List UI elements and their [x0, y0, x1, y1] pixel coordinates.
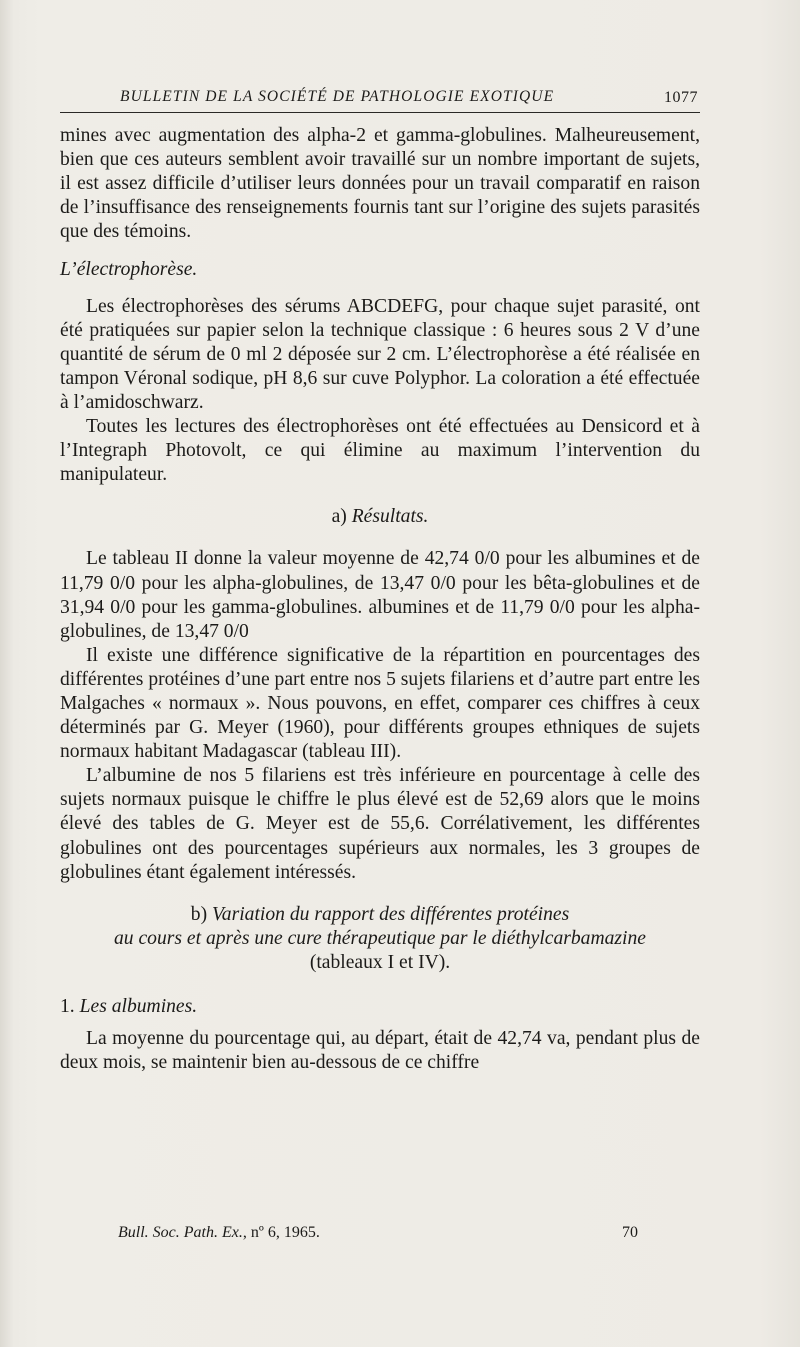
paragraph-7: La moyenne du pourcentage qui, au départ, était de 42,74 va, pendant plus de deux mois, se maintenir bien au-dessous de ce chiffre — [60, 1028, 700, 1074]
paragraph-3: Toutes les lectures des électrophorèses ont été effectuées au Densicord et à l’Integraph Photovolt, ce qui élimine au maximum l’intervention du manipulateur. — [60, 416, 700, 486]
subsection-a-prefix: a) — [331, 506, 352, 528]
numbered-heading-albumines — [60, 995, 700, 1019]
article-body — [60, 124, 700, 1075]
subsection-b-prefix: b) — [190, 903, 213, 925]
footer-folio: 70 — [622, 1224, 638, 1241]
page-number: 1077 — [664, 89, 698, 106]
running-header — [60, 86, 700, 113]
journal-title: BULLETIN DE LA SOCIÉTÉ DE PATHOLOGIE EXOTIQUE — [120, 88, 555, 105]
paragraph-4: Le tableau II donne la valeur moyenne de 42,74 0/0 pour les albumines et de 11,79 0/0 pour les alpha-globulines, de 13,47 0/0 pour les bêta-globulines et de 31,94 0/0 pour les gamma-globulines. albumines et de 11,79 0/0 pour les alpha-globulines, de 13,47 0/0 — [60, 548, 700, 642]
subsection-heading-a — [60, 505, 700, 529]
subsection-b-title-1: Variation du rapport des différentes protéines — [212, 903, 570, 925]
subsection-a-title: Résultats. — [351, 506, 429, 528]
section-heading-electrophorese: L’électrophorèse. — [60, 259, 198, 281]
paragraph-6: L’albumine de nos 5 filariens est très inférieure en pourcentage à celle des sujets normaux puisque le chiffre le plus élevé est de 52,69 alors que le moins élevé des tables de G. Meyer est de 55,6. Corrélativement, les différentes globulines ont des pourcentages supérieurs aux normales, les 3 groupes de globulines étant également intéressés. — [60, 765, 700, 883]
numbered-title: Les albumines. — [79, 996, 198, 1017]
subsection-b-line-3: (tableaux I et IV). — [309, 951, 451, 973]
paragraph-2: Les électrophorèses des sérums ABCDEFG, pour chaque sujet parasité, ont été pratiquées sur papier selon la technique classique : 6 heures sous 2 V d’une quantité de sérum de 0 ml 2 déposée sur 2 cm. L’électrophorèse a été réalisée en tampon Véronal sodique, pH 8,6 sur cuve Polyphor. La coloration a été effectuée à l’amidoschwarz. — [60, 295, 700, 413]
footer-issue: , nº 6, 1965. — [242, 1224, 320, 1241]
subsection-b-line-1 — [60, 903, 700, 927]
subsection-heading-b — [60, 903, 700, 975]
paragraph-5: Il existe une différence significative de la répartition en pourcentages des différentes protéines d’une part entre nos 5 sujets filariens et d’autre part entre les Malgaches « normaux ». Nous pouvons, en effet, comparer ces chiffres à ceux déterminés par G. Meyer (1960), pour différents groupes ethniques de sujets normaux habitant Madagascar (tableau III). — [60, 644, 701, 763]
paragraph-1: mines avec augmentation des alpha-2 et gamma-globulines. Malheureusement, bien que ces auteurs semblent avoir travaillé sur un nombre important de sujets, il est assez difficile d’utiliser leurs données pour un travail comparatif en raison de l’insuffisance des renseignements fournis tant sur l’origine des sujets parasités que des témoins. — [60, 125, 700, 243]
subsection-b-line-2: au cours et après une cure thérapeutique par le diéthylcarbamazine — [113, 927, 646, 949]
page-footer — [118, 1224, 638, 1242]
numbered-prefix: 1. — [60, 996, 80, 1017]
footer-reference: Bull. Soc. Path. Ex. — [118, 1224, 243, 1241]
